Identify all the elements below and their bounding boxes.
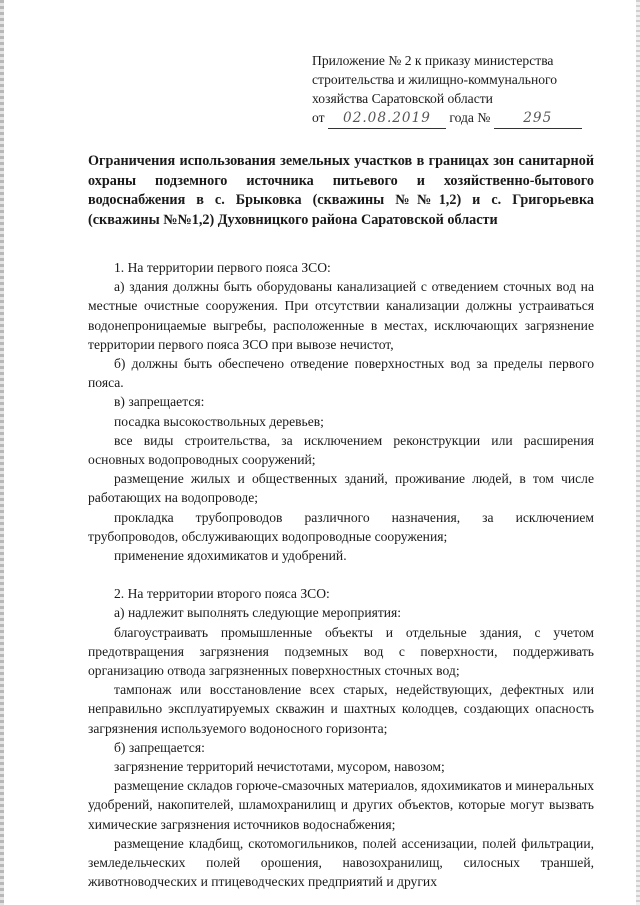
appendix-line-1: Приложение № 2 к приказу министерства <box>312 53 554 68</box>
document-body <box>88 258 594 892</box>
from-label: от <box>312 110 325 125</box>
section-1-c-item: посадка высокоствольных деревьев; <box>114 413 324 429</box>
year-number-label: года № <box>449 110 491 125</box>
appendix-line-3: хозяйства Саратовской области <box>312 91 493 106</box>
section-2-b-item: загрязнение территорий нечистотами, мусором, навозом; <box>114 759 445 775</box>
section-2-b-item: размещение складов горюче-смазочных материалов, ядохимикатов и минеральных удобрений, накопителей, шламохранилищ и других объектов, которые могут вызвать химические загрязнения источников водоснабжения; <box>88 778 594 832</box>
handwritten-order-number: 295 <box>494 109 582 129</box>
section-1-item-c-label: в) запрещается: <box>114 394 205 410</box>
appendix-header <box>312 51 602 129</box>
document-title: Ограничения использования земельных участков в границах зон санитарной охраны подземного источника питьевого и хозяйственно-бытового водоснабжения в с. Брыковка (скважины №№1,2) и с. Григорьевка (скважины №№1,2) Духовницкого района Саратовской области <box>88 153 594 228</box>
section-2-heading: 2. На территории второго пояса ЗСО: <box>114 586 330 602</box>
section-2-item-b-label: б) запрещается: <box>114 739 205 755</box>
section-2-a-item: тампонаж или восстановление всех старых, недействующих, дефектных или неправильно эксплуатируемых скважин и шахтных колодцев, создающих опасность загрязнения используемого водоносного горизонта; <box>88 682 594 736</box>
handwritten-date: 02.08.2019 <box>328 109 446 129</box>
section-1-c-item: прокладка трубопроводов различного назначения, за исключением трубопроводов, обслуживающих водопроводные сооружения; <box>88 509 594 544</box>
scan-edge-left <box>0 0 4 905</box>
appendix-date-line <box>312 108 602 129</box>
section-1-c-item: применение ядохимикатов и удобрений. <box>114 548 347 564</box>
section-2-a-item: благоустраивать промышленные объекты и отдельные здания, с учетом предотвращения загрязнения подземных вод с поверхности, поддерживать организацию отвода загрязненных поверхностных сточных вод; <box>88 624 594 679</box>
scan-edge-right <box>636 0 640 905</box>
section-2-item-a-label: а) надлежит выполнять следующие мероприятия: <box>114 605 402 621</box>
section-spacer <box>88 565 594 584</box>
section-1-item-a: а) здания должны быть оборудованы канализацией с отведением сточных вод на местные очистные сооружения. При отсутствии канализации должны устраиваться водонепроницаемые выгребы, расположенные в местах, исключающих загрязнение территории первого пояса ЗСО при вывозе нечистот, <box>88 279 594 352</box>
section-1-c-item: размещение жилых и общественных зданий, проживание людей, в том числе работающих на водопроводе; <box>88 471 594 506</box>
section-1-item-b: б) должны быть обеспечено отведение поверхностных вод за пределы первого пояса. <box>88 356 594 391</box>
section-2-b-item: размещение кладбищ, скотомогильников, полей ассенизации, полей фильтрации, земледельческих полей орошения, навозохранилищ, силосных траншей, животноводческих и птицеводческих предприятий и других <box>88 835 594 890</box>
section-1-heading: 1. На территории первого пояса ЗСО: <box>114 260 331 275</box>
section-1-c-item: все виды строительства, за исключением реконструкции или расширения основных водопроводных сооружений; <box>88 432 594 468</box>
appendix-line-2: строительства и жилищно-коммунального <box>312 72 558 87</box>
